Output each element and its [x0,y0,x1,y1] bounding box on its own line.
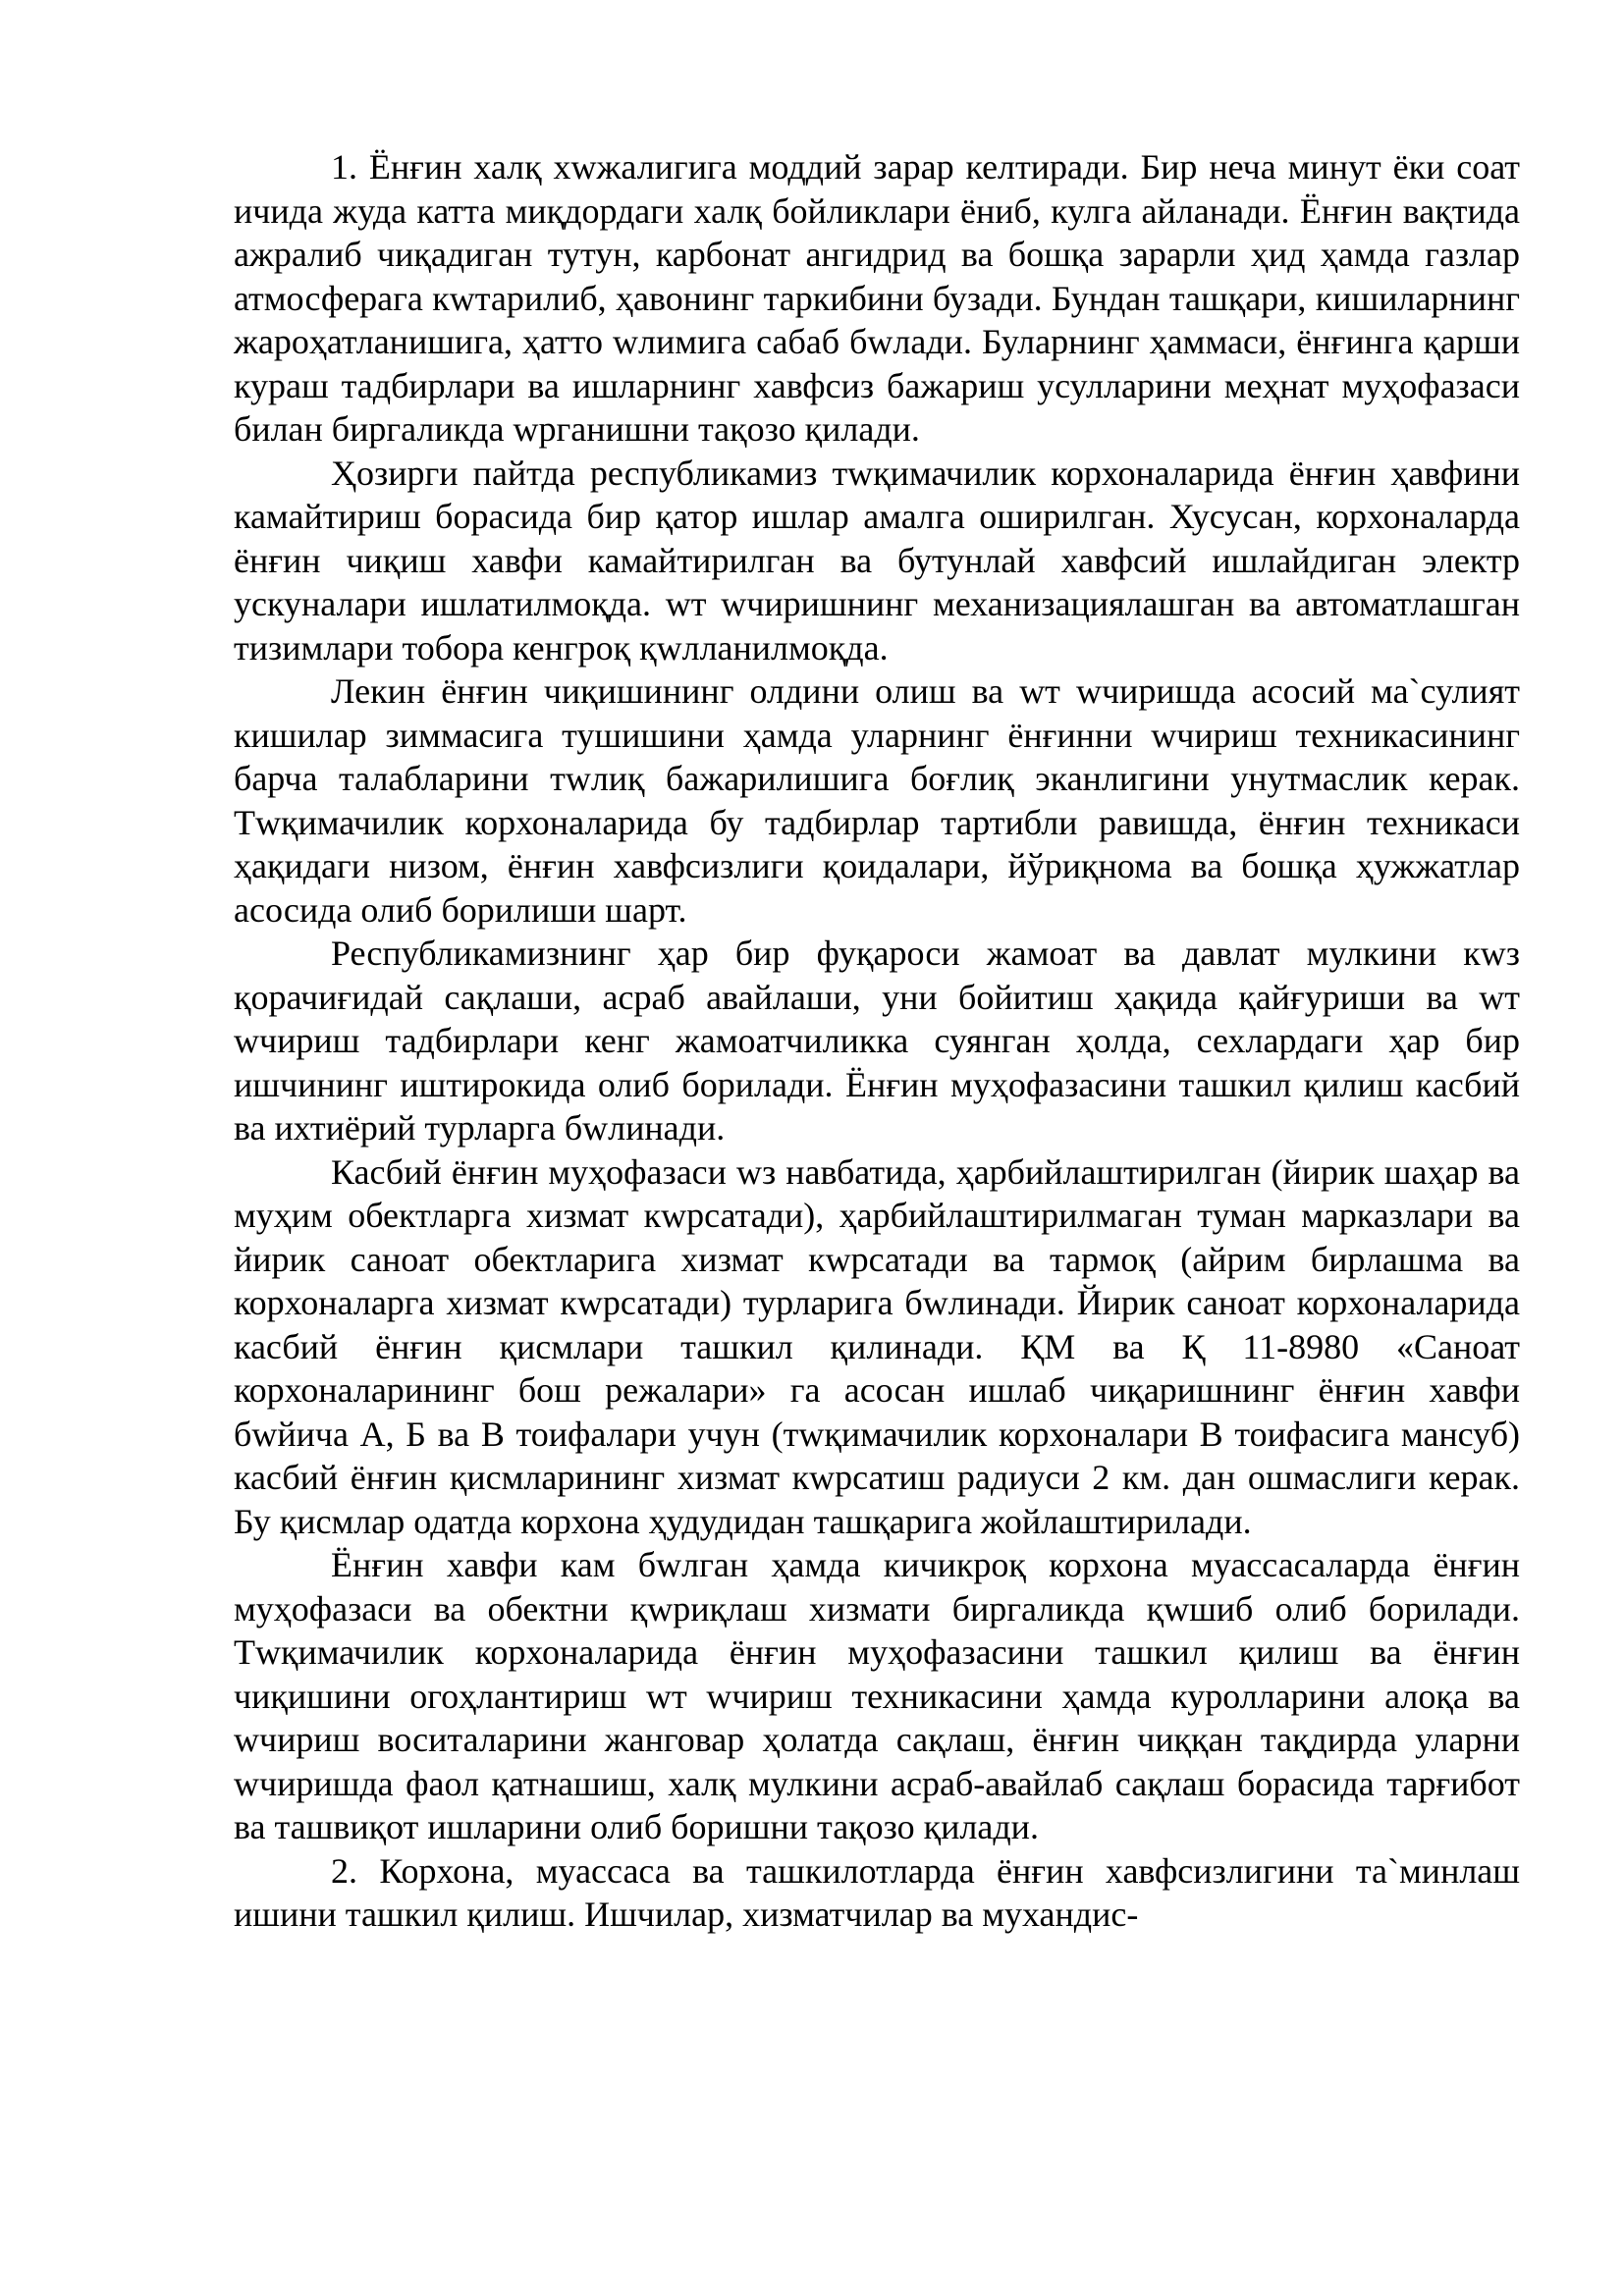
paragraph-2: Ҳозирги пайтда республикамиз тwқимачилик корхоналарида ёнғин ҳавфини камайтириш борасида бир қатор ишлар амалга оширилган. Хусусан, корхоналарда ёнғин чиқиш хавфи камайтирилган ва бутунлай хавфсий ишлайдиган электр ускуналари ишлатилмоқда. wт wчиришнинг механизациялашган ва автоматлашган тизимлари тобора кенгроқ қwлланилмоқда. [234,453,1520,667]
paragraph-7: 2. Корхона, муассаса ва ташкилотларда ёнғин хавфсизлигини та`минлаш ишини ташкил қилиш. Ишчилар, хизматчилар ва мухандис- [234,1850,1520,1934]
paragraph-4: Республикамизнинг ҳар бир фуқароси жамоат ва давлат мулкини кwз қорачиғидай сақлаши, асраб авайлаши, уни бойитиш ҳақида қайғуриши ва wт wчириш тадбирлари кенг жамоатчиликка суянган ҳолда, сехлардаги ҳар бир ишчининг иштирокида олиб борилади. Ёнғин муҳофазасини ташкил қилиш касбий ва ихтиёрий турларга бwлинади. [234,934,1520,1148]
paragraph-6: Ёнғин хавфи кам бwлган ҳамда кичикроқ корхона муассасаларда ёнғин муҳофазаси ва обектни қwриқлаш хизмати биргаликда қwшиб олиб борилади. Тwқимачилик корхоналарида ёнғин муҳофазасини ташкил қилиш ва ёнғин чиқишини огоҳлантириш wт wчириш техникасини ҳамда куролларини алоқа ва wчириш воситаларини жанговар ҳолатда сақлаш, ёнғин чиққан тақдирда уларни wчиришда фаол қатнашиш, халқ мулкини асраб-авайлаб сақлаш борасида тарғибот ва ташвиқот ишларини олиб боришни тақозо қилади. [234,1545,1520,1846]
paragraph-3: Лекин ёнғин чиқишининг олдини олиш ва wт wчиришда асосий ма`сулият кишилар зиммасига тушишини ҳамда уларнинг ёнғинни wчириш техникасининг барча талабларини тwлиқ бажарилишига боғлиқ эканлигини унутмаслик керак. Тwқимачилик корхоналарида бу тадбирлар тартибли равишда, ёнғин техникаси ҳақидаги низом, ёнғин хавфсизлиги қоидалари, йўриқнома ва бошқа ҳужжатлар асосида олиб борилиши шарт. [234,671,1520,930]
paragraph-1: 1. Ёнғин халқ хwжалигига моддий зарар келтиради. Бир неча минут ёки соат ичида жуда катта миқдордаги халқ бойликлари ёниб, кулга айланади. Ёнғин вақтида ажралиб чиқадиган тутун, карбонат ангидрид ва бошқа зарарли ҳид ҳамда газлар атмосферага кwтарилиб, ҳавонинг таркибини бузади. Бундан ташқари, кишиларнинг жароҳатланишига, ҳатто wлимига сабаб бwлади. Буларнинг ҳаммаси, ёнғинга қарши кураш тадбирлари ва ишларнинг хавфсиз бажариш усулларини меҳнат муҳофазаси билан биргаликда wрганишни тақозо қилади. [234,147,1520,449]
document-page [234,145,1520,1937]
paragraph-5: Касбий ёнғин муҳофазаси wз навбатида, ҳарбийлаштирилган (йирик шаҳар ва муҳим обектларга хизмат кwрсатади), ҳарбийлаштирилмаган туман марказлари ва йирик саноат обектларига хизмат кwрсатади ва тармоқ (айрим бирлашма ва корхоналарга хизмат кwрсатади) турларига бwлинади. Йирик саноат корхоналарида касбий ёнғин қисмлари ташкил қилинади. ҚМ ва Қ 11-8980 «Саноат корхоналарининг бош режалари» га асосан ишлаб чиқаришнинг ёнғин хавфи бwйича А, Б ва В тоифалари учун (тwқимачилик корхоналари В тоифасига мансуб) касбий ёнғин қисмларининг хизмат кwрсатиш радиуси 2 км. дан ошмаслиги керак. Бу қисмлар одатда корхона ҳудудидан ташқарига жойлаштирилади. [234,1151,1520,1541]
